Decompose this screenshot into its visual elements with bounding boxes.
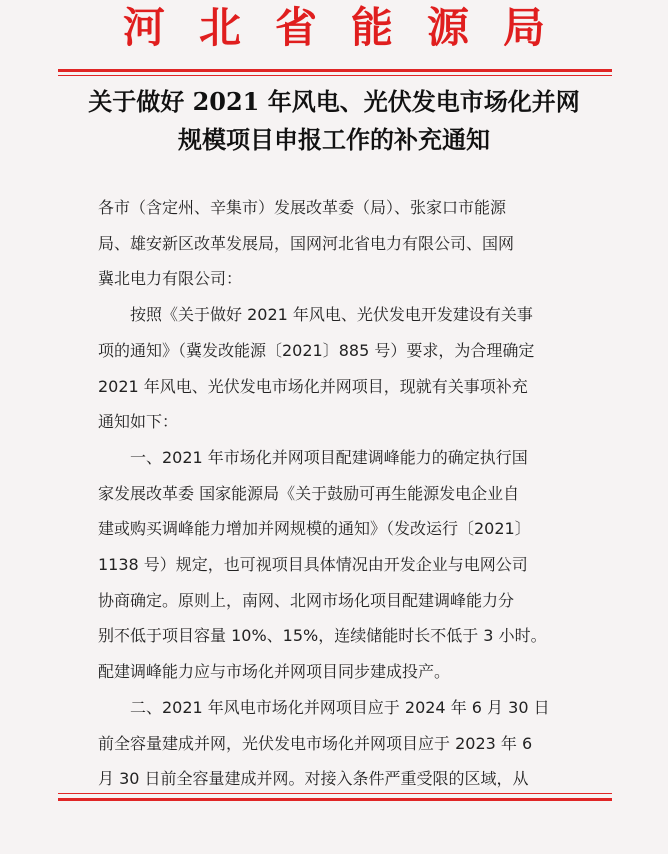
body-line: 配建调峰能力应与市场化并网项目同步建成投产。 xyxy=(98,662,451,682)
body-line: 通知如下： xyxy=(98,412,179,432)
body-line: 项的通知》（冀发改能源〔2021〕885 号）要求，为合理确定 xyxy=(98,340,535,360)
body-line: 别不低于项目容量 10%、15%，连续储能时长不低于 3 小时。 xyxy=(98,626,547,646)
footer-red-rule-thick xyxy=(58,798,612,801)
body-line: 二、2021 年风电市场化并网项目应于 2024 年 6 月 30 日 xyxy=(98,697,550,717)
issuer-masthead: 河北省能源局 xyxy=(122,3,579,52)
header-red-rule-thick xyxy=(58,69,612,72)
document-title-line-1: 关于做好 2021 年风电、光伏发电市场化并网 xyxy=(88,87,580,116)
body-line: 冀北电力有限公司： xyxy=(98,269,243,289)
body-line: 各市（含定州、辛集市）发展改革委（局）、张家口市能源 xyxy=(98,198,507,217)
body-line: 1138 号）规定，也可视项目具体情况由开发企业与电网公司 xyxy=(98,555,528,574)
body-line: 协商确定。原则上，南网、北网市场化项目配建调峰能力分 xyxy=(98,590,515,610)
header-red-rule-thin xyxy=(58,75,612,76)
body-line: 局、雄安新区改革发展局，国网河北省电力有限公司、国网 xyxy=(98,233,515,253)
body-line: 2021 年风电、光伏发电市场化并网项目，现就有关事项补充 xyxy=(98,376,528,396)
document-title-line-2: 规模项目申报工作的补充通知 xyxy=(178,125,490,154)
body-line: 建或购买调峰能力增加并网规模的通知》（发改运行〔2021〕 xyxy=(98,519,531,539)
body-line: 家发展改革委 国家能源局《关于鼓励可再生能源发电企业自 xyxy=(98,483,520,503)
footer-red-rule-thin xyxy=(58,793,612,794)
body-line: 按照《关于做好 2021 年风电、光伏发电开发建设有关事 xyxy=(98,305,533,325)
body-line: 月 30 日前全容量建成并网。对接入条件严重受限的区域，从 xyxy=(98,769,529,789)
body-line: 前全容量建成并网，光伏发电市场化并网项目应于 2023 年 6 xyxy=(98,733,533,753)
body-line: 一、2021 年市场化并网项目配建调峰能力的确定执行国 xyxy=(98,447,528,467)
